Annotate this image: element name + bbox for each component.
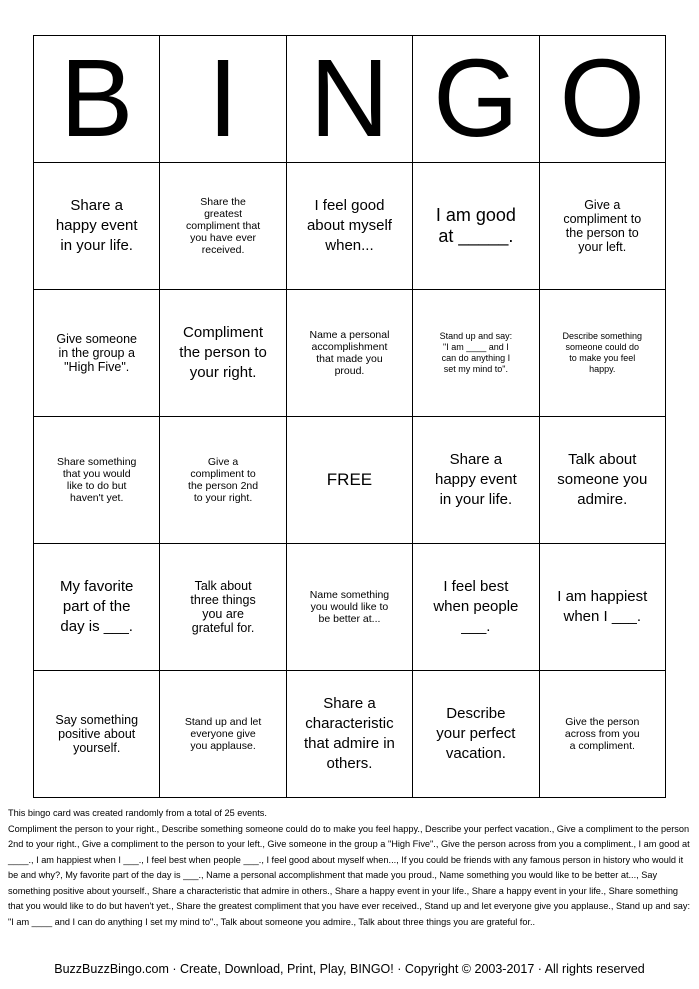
bingo-cell: [160, 290, 286, 417]
cell-text: Share a characteristic that admire in others.: [304, 695, 395, 772]
cell-text: Talk about three things you are grateful for.: [190, 579, 256, 635]
bingo-cell: [413, 163, 539, 290]
bingo-cell: [413, 544, 539, 671]
bingo-row: [34, 290, 666, 417]
cell-text: Compliment the person to your right.: [179, 324, 267, 381]
bingo-cell: [160, 163, 286, 290]
bingo-cell: [34, 417, 160, 544]
bingo-cell: [160, 671, 286, 798]
free-text: FREE: [326, 470, 373, 489]
event-text: Compliment the person to your right., Describe something someone could do to make you feel happy., Describe your perfect vacation., Give a compliment to the person 2nd to your right., Give a compliment to the person to your left., Give someone in the group a "High Five"., Give the person across from you a compliment., I am good at ____., I am happiest when I ___., I feel best when people ___., I feel good about myself when..., If you could be friends with any famous person in history who would it be and why?, My favorite part of the day is ___., Name a personal accomplishment that made you proud., Name something you would like to be better at..., Say something positive about yourself., Share a characteristic that admire in others., Share a happy event in your life., Share a happy event in your life., Share something that you would like to do but haven't yet., Share the greatest compliment that you have ever received., Stand up and let everyone give you applause., Stand up and say: "I am ____ and I can do anything I set my mind to"., Talk about someone you admire., Talk about three things you are grateful for..: [8, 823, 691, 927]
event-intro: This bingo card was created randomly from a total of 25 events.: [8, 808, 267, 818]
bingo-cell: [286, 163, 412, 290]
bingo-cell: [413, 671, 539, 798]
bingo-cell: [34, 671, 160, 798]
cell-text: Stand up and let everyone give you applause.: [184, 716, 262, 752]
cell-text: I am happiest when I ___.: [557, 588, 648, 625]
bingo-cell: [160, 544, 286, 671]
bingo-cell: [286, 671, 412, 798]
header-letter: G: [433, 37, 519, 160]
header-cell-n: [286, 36, 412, 163]
header-letter: O: [559, 37, 646, 160]
cell-text: Share a happy event in your life.: [55, 197, 138, 254]
cell-text: Name something you would like to be better at...: [309, 589, 390, 625]
cell-text: Give the person across from you a compliment.: [564, 716, 640, 752]
bingo-card: [33, 35, 666, 798]
cell-text: Say something positive about yourself.: [55, 713, 139, 755]
header-row: [34, 36, 666, 163]
cell-text: My favorite part of the day is ___.: [60, 578, 134, 635]
cell-text: Name a personal accomplishment that made you proud.: [309, 329, 390, 377]
header-cell-g: [413, 36, 539, 163]
bingo-row: [34, 417, 666, 544]
cell-text: Stand up and say: "I am ____ and I can do anything I set my mind to".: [439, 331, 513, 374]
header-letter: B: [60, 37, 134, 160]
cell-text: I am good at _____.: [435, 205, 516, 246]
bingo-row: [34, 544, 666, 671]
bingo-cell: [286, 544, 412, 671]
header-letter: N: [309, 37, 390, 160]
cell-text: Talk about someone you admire.: [557, 451, 648, 508]
bingo-cell: [413, 417, 539, 544]
cell-text: Give a compliment to the person 2nd to your right.: [188, 456, 259, 504]
free-cell: [286, 417, 412, 544]
bingo-row: [34, 163, 666, 290]
header-cell-b: [34, 36, 160, 163]
cell-text: Describe something someone could do to make you feel happy.: [562, 331, 643, 374]
bingo-cell: [34, 163, 160, 290]
header-cell-i: [160, 36, 286, 163]
copyright-line: BuzzBuzzBingo.com · Create, Download, Print, Play, BINGO! · Copyright © 2003-2017 · All rights reserved: [54, 962, 645, 976]
cell-text: Give someone in the group a "High Five".: [56, 332, 137, 374]
cell-text: Share something that you would like to do but haven't yet.: [57, 456, 137, 504]
bingo-cell: [34, 544, 160, 671]
bingo-cell: [539, 417, 665, 544]
bingo-cell: [539, 290, 665, 417]
header-letter: I: [207, 37, 239, 160]
bingo-cell: [286, 290, 412, 417]
bingo-cell: [34, 290, 160, 417]
cell-text: Give a compliment to the person to your left.: [563, 198, 642, 254]
bingo-row: [34, 671, 666, 798]
bingo-cell: [539, 163, 665, 290]
cell-text: Share the greatest compliment that you have ever received.: [186, 196, 261, 256]
bingo-cell: [413, 290, 539, 417]
cell-text: I feel best when people ___.: [433, 578, 519, 635]
event-list: [8, 806, 692, 930]
bingo-cell: [539, 544, 665, 671]
cell-text: I feel good about myself when...: [306, 197, 392, 254]
bingo-cell: [160, 417, 286, 544]
bingo-cell: [539, 671, 665, 798]
cell-text: Describe your perfect vacation.: [436, 705, 516, 762]
cell-text: Share a happy event in your life.: [435, 451, 517, 508]
header-cell-o: [539, 36, 665, 163]
